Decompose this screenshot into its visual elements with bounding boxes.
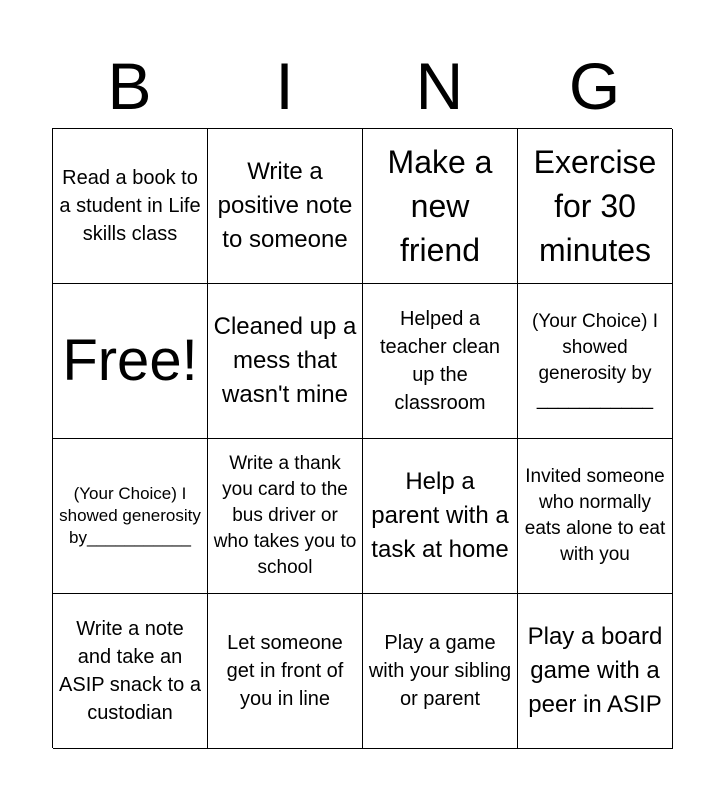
cell-text: Invited someone who normally eats alone to eat with you [524,466,666,565]
cell-text: Cleaned up a mess that wasn't mine [213,313,357,408]
cell-text: Let someone get in front of you in line [226,632,344,710]
header-letter-b: B [107,49,152,123]
cell-text: Write a thank you card to the bus driver or who takes you to school [213,453,357,578]
bingo-cell[interactable] [53,594,208,749]
cell-text: Write a note and take an ASIP snack to a custodian [59,618,201,724]
bingo-cell[interactable] [518,129,673,284]
cell-text: (Your Choice) I showed generosity by___________ [59,484,201,547]
cell-text: Make a new friend [387,144,493,268]
cell-text: Read a book to a student in Life skills class [59,167,201,245]
bingo-cell[interactable] [363,129,518,284]
cell-text: Write a positive note to someone [217,158,353,253]
bingo-cell[interactable] [53,129,208,284]
cell-text: (Your Choice) I showed generosity by ___________ [531,311,659,410]
header-letter-n: N [415,49,464,123]
bingo-cell[interactable] [363,284,518,439]
header-letter-g: G [568,49,621,123]
cell-text: Play a game with your sibling or parent [368,632,512,710]
bingo-cell[interactable] [518,439,673,594]
bingo-free-cell[interactable] [53,284,208,439]
bingo-cell[interactable] [208,594,363,749]
bingo-cell[interactable] [208,439,363,594]
cell-text: Play a board game with a peer in ASIP [527,623,663,718]
cell-text: Helped a teacher clean up the classroom [379,308,501,414]
bingo-cell[interactable] [518,594,673,749]
bingo-header [52,49,672,123]
bingo-cell[interactable] [208,129,363,284]
cell-text: Exercise for 30 minutes [533,144,657,268]
header-letter-i: I [275,49,294,123]
cell-text: Help a parent with a task at home [371,468,509,563]
bingo-cell[interactable] [208,284,363,439]
bingo-cell[interactable] [53,439,208,594]
cell-text: Free! [62,328,198,393]
bingo-card-grid [52,128,672,748]
bingo-cell[interactable] [363,594,518,749]
bingo-cell[interactable] [518,284,673,439]
bingo-cell[interactable] [363,439,518,594]
